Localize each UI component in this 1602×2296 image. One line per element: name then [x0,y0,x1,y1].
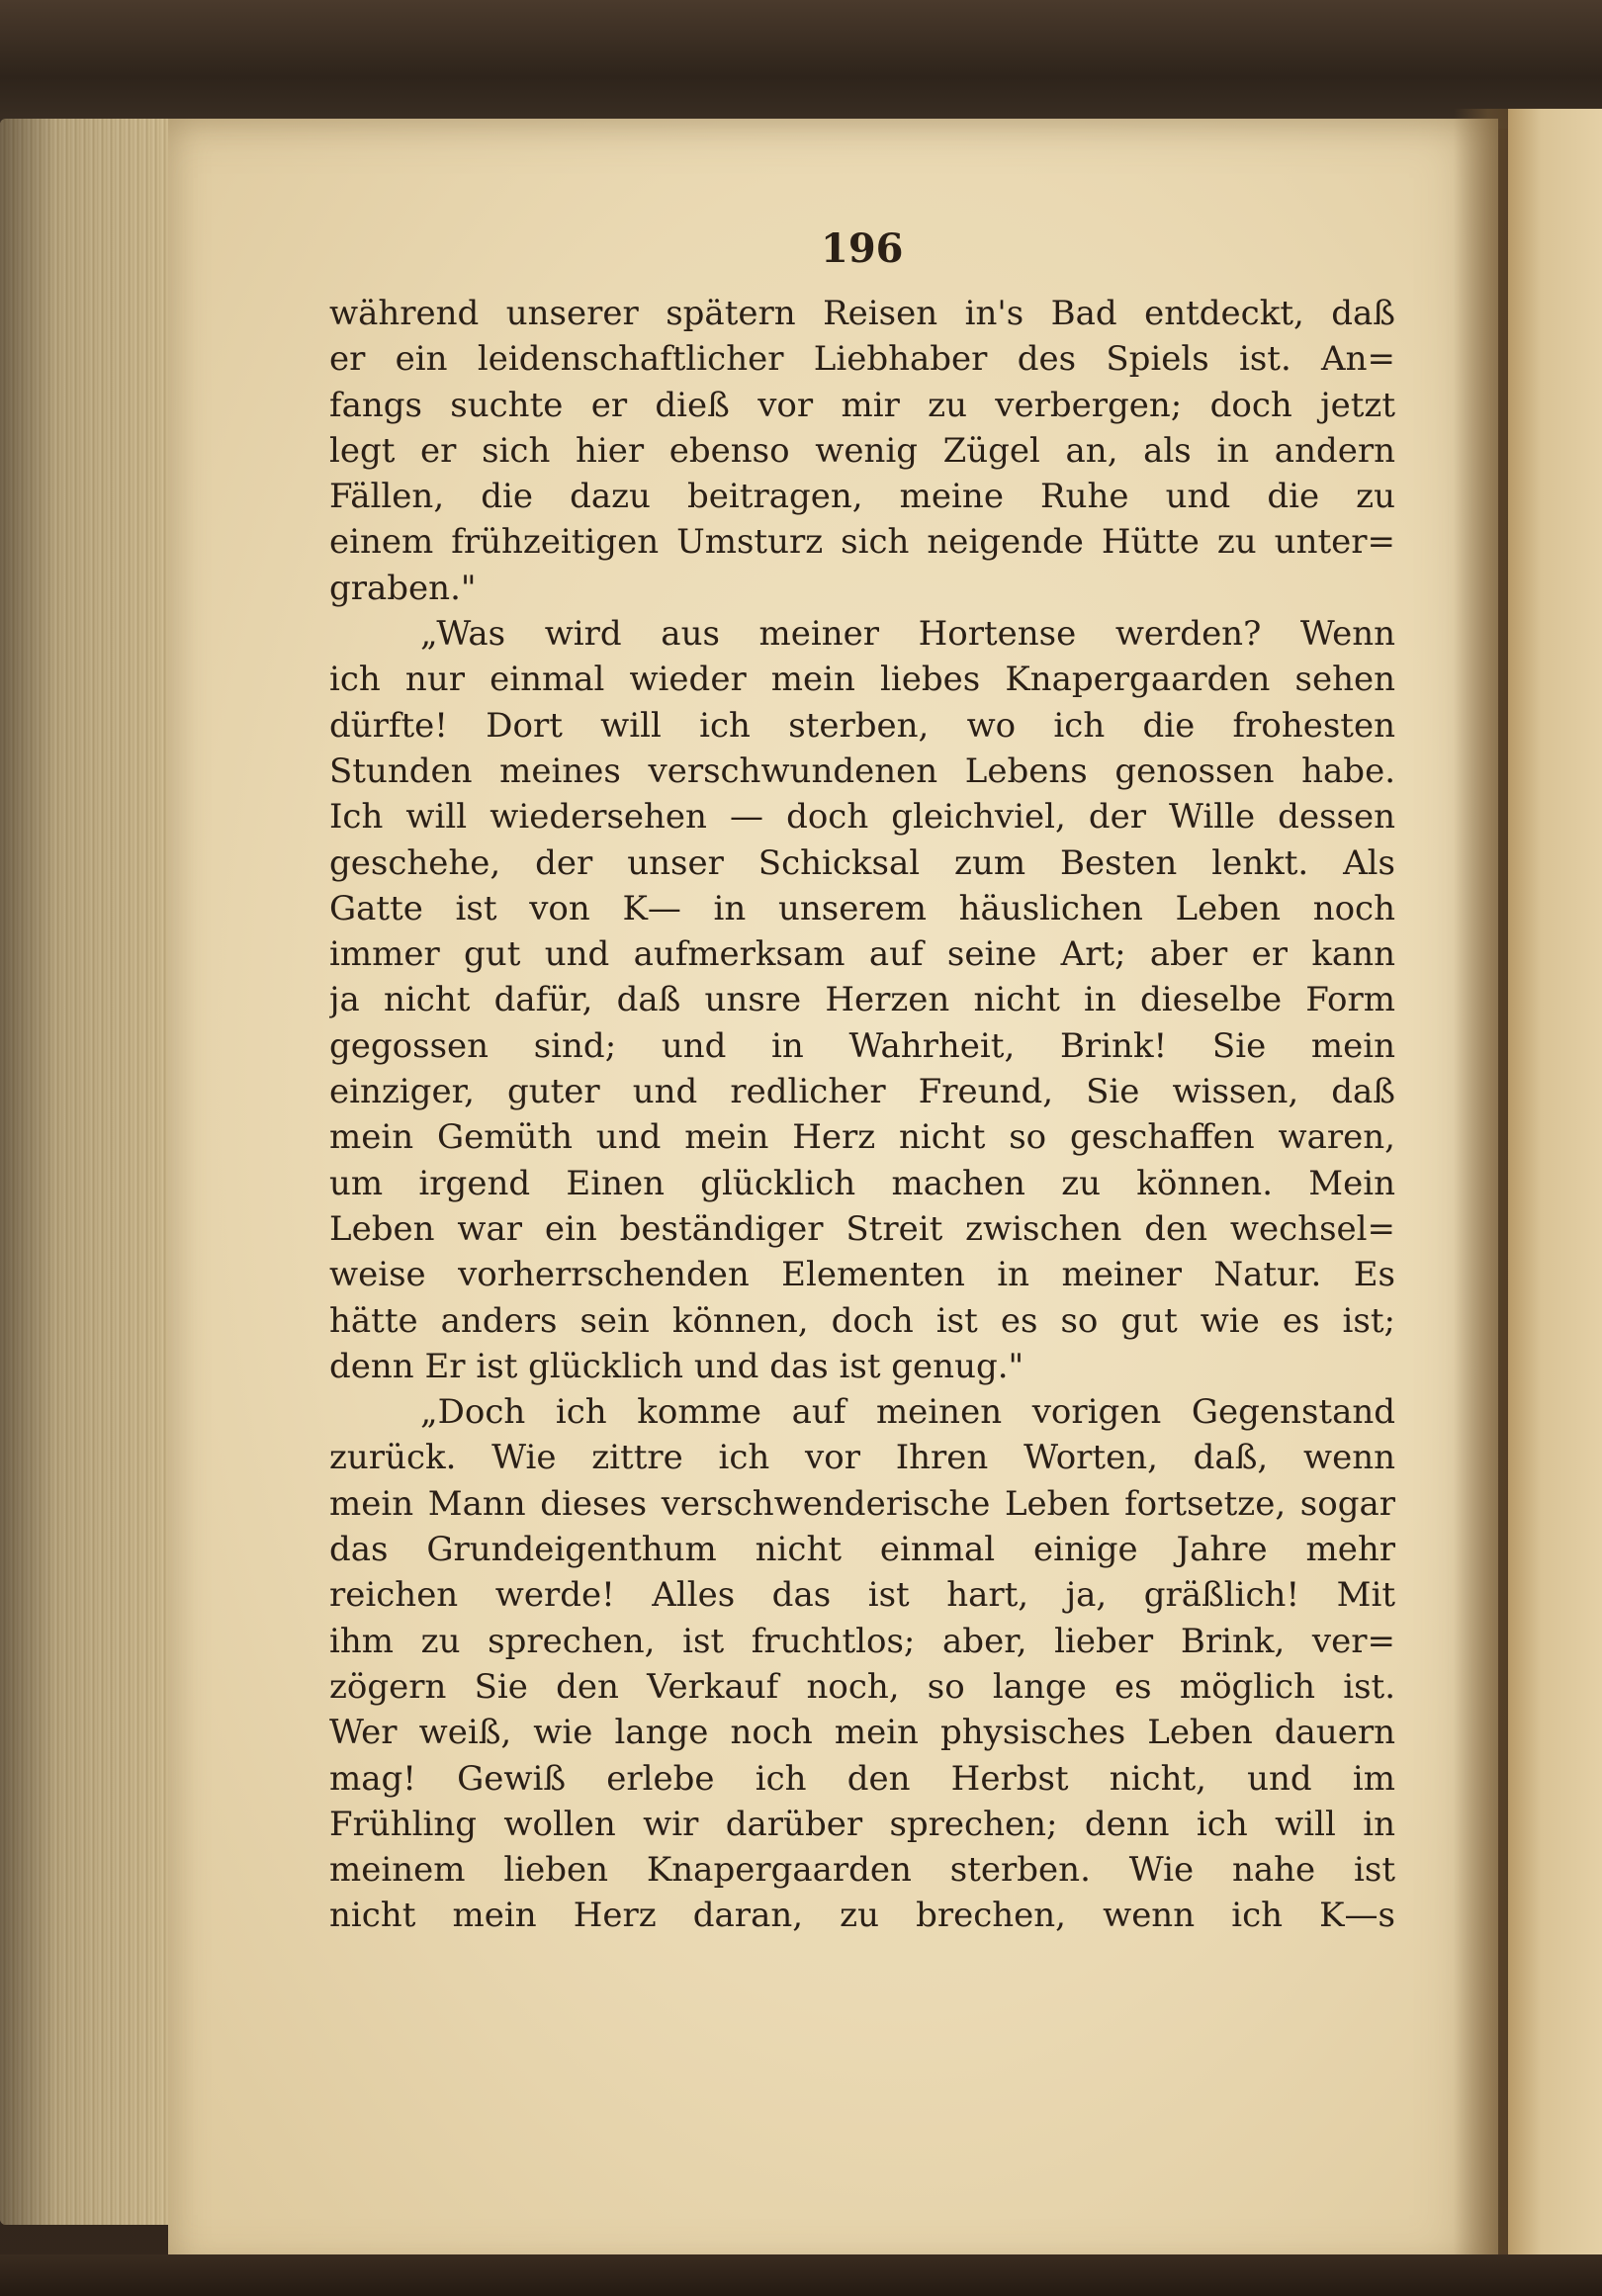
text-line: graben." [329,568,477,608]
text-line: fangs suchte er dieß vor mir zu verbergen; doch jetzt [329,385,1395,425]
text-line: zögern Sie den Verkauf noch, so lange es möglich ist. [329,1666,1395,1707]
text-line: gegossen sind; und in Wahrheit, Brink! Sie mein [329,1025,1395,1066]
text-line: Gatte ist von K— in unserem häuslichen Leben noch [329,888,1395,928]
text-line: ihm zu sprechen, ist fruchtlos; aber, lieber Brink, ver= [329,1621,1395,1661]
text-line: denn Er ist glücklich und das ist genug." [329,1346,1024,1386]
text-line: dürfte! Dort will ich sterben, wo ich die frohesten [329,705,1395,746]
text-line: Ich will wiedersehen — doch gleichviel, der Wille dessen [329,797,1395,838]
text-line: reichen werde! Alles das ist hart, ja, gräßlich! Mit [329,1575,1395,1616]
book-cover-top-edge [0,0,1602,129]
text-line: nicht mein Herz daran, zu brechen, wenn ich K—s [329,1896,1395,1936]
text-line: zurück. Wie zittre ich vor Ihren Worten, daß, wenn [329,1438,1395,1478]
text-line: mein Gemüth und mein Herz nicht so geschaffen waren, [329,1117,1395,1158]
text-line: Wer weiß, wie lange noch mein physisches Leben dauern [329,1713,1395,1753]
text-line: hätte anders sein können, doch ist es so gut wie es ist; [329,1300,1395,1341]
facing-page-edge [1508,109,1602,2284]
text-line: immer gut und aufmerksam auf seine Art; aber er kann [329,934,1395,975]
text-line: das Grundeigenthum nicht einmal einige Jahre mehr [329,1530,1395,1570]
text-line: mein Mann dieses verschwenderische Leben fortsetze, sogar [329,1483,1395,1524]
text-line: meinem lieben Knapergaarden sterben. Wie nahe ist [329,1850,1395,1891]
text-line: einem frühzeitigen Umsturz sich neigende Hütte zu unter= [329,522,1395,563]
text-line: einziger, guter und redlicher Freund, Sie wissen, daß [329,1072,1395,1112]
page-number: 196 [821,225,904,272]
text-line: weise vorherrschenden Elementen in meiner Natur. Es [329,1255,1395,1295]
text-line: Stunden meines verschwundenen Lebens genossen habe. [329,751,1395,791]
text-line: Frühling wollen wir darüber sprechen; denn ich will in [329,1804,1395,1844]
body-text [329,291,1395,1939]
text-line: „Was wird aus meiner Hortense werden? Wenn [420,614,1395,655]
text-line: geschehe, der unser Schicksal zum Besten lenkt. Als [329,842,1395,883]
book-cover-bottom-edge [0,2254,1602,2296]
text-line: ja nicht dafür, daß unsre Herzen nicht in dieselbe Form [329,980,1395,1020]
text-line: ich nur einmal wieder mein liebes Knapergaarden sehen [329,660,1395,700]
text-line: „Doch ich komme auf meinen vorigen Gegenstand [420,1392,1395,1433]
text-line: um irgend Einen glücklich machen zu können. Mein [329,1163,1395,1203]
text-line: er ein leidenschaftlicher Liebhaber des Spiels ist. An= [329,339,1395,380]
text-line: mag! Gewiß erlebe ich den Herbst nicht, und im [329,1758,1395,1799]
text-line: Fällen, die dazu beitragen, meine Ruhe und die zu [329,477,1395,517]
text-line: legt er sich hier ebenso wenig Zügel an, als in andern [329,430,1395,471]
page-block-shadow [0,119,188,2225]
text-line: Leben war ein beständiger Streit zwischen den wechsel= [329,1208,1395,1249]
text-line: während unserer spätern Reisen in's Bad entdeckt, daß [329,294,1395,333]
